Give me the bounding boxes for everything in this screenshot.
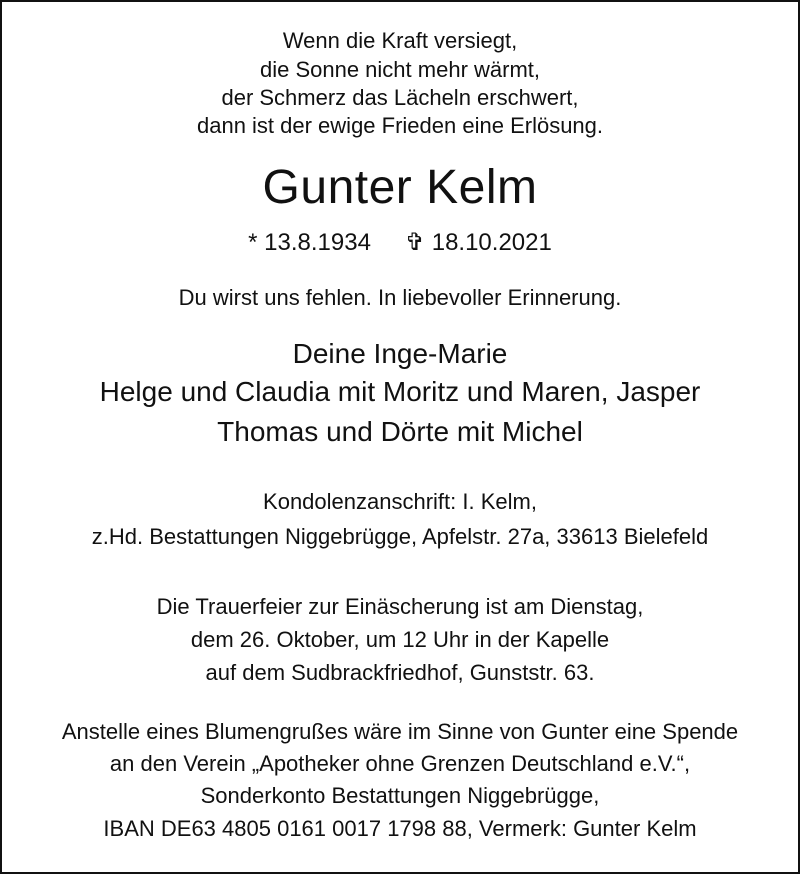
cross-icon: ✞ <box>404 229 426 256</box>
life-dates <box>0 228 800 257</box>
family-line: Thomas und Dörte mit Michel <box>217 416 583 447</box>
condolence-line: Kondolenzanschrift: I. Kelm, <box>263 489 537 514</box>
donation-line: Sonderkonto Bestattungen Niggebrügge, <box>200 783 600 808</box>
farewell-text: Du wirst uns fehlen. In liebevoller Erinnerung. <box>178 285 622 310</box>
family-line: Deine Inge-Marie <box>292 338 508 369</box>
donation-line: Anstelle eines Blumengrußes wäre im Sinne von Gunter eine Spende <box>61 719 739 744</box>
poem-line: der Schmerz das Lächeln erschwert, <box>221 85 579 110</box>
family-line: Helge und Claudia mit Moritz und Maren, Jasper <box>99 376 701 407</box>
poem-line: Wenn die Kraft versiegt, <box>282 28 518 53</box>
deceased-name: Gunter Kelm <box>262 161 538 214</box>
donation-line: an den Verein „Apotheker ohne Grenzen Deutschland e.V.“, <box>109 751 691 776</box>
condolence-line: z.Hd. Bestattungen Niggebrügge, Apfelstr. 27a, 33613 Bielefeld <box>91 524 709 549</box>
birth-date: * 13.8.1934 <box>248 229 371 256</box>
ceremony-line: Die Trauerfeier zur Einäscherung ist am Dienstag, <box>156 594 644 619</box>
death-date: 18.10.2021 <box>431 229 552 256</box>
poem-line: dann ist der ewige Frieden eine Erlösung. <box>196 113 604 138</box>
ceremony-line: dem 26. Oktober, um 12 Uhr in der Kapelle <box>190 627 610 652</box>
poem-line: die Sonne nicht mehr wärmt, <box>259 57 541 82</box>
ceremony-line: auf dem Sudbrackfriedhof, Gunststr. 63. <box>205 660 595 685</box>
donation-line: IBAN DE63 4805 0161 0017 1798 88, Vermerk: Gunter Kelm <box>103 816 697 841</box>
